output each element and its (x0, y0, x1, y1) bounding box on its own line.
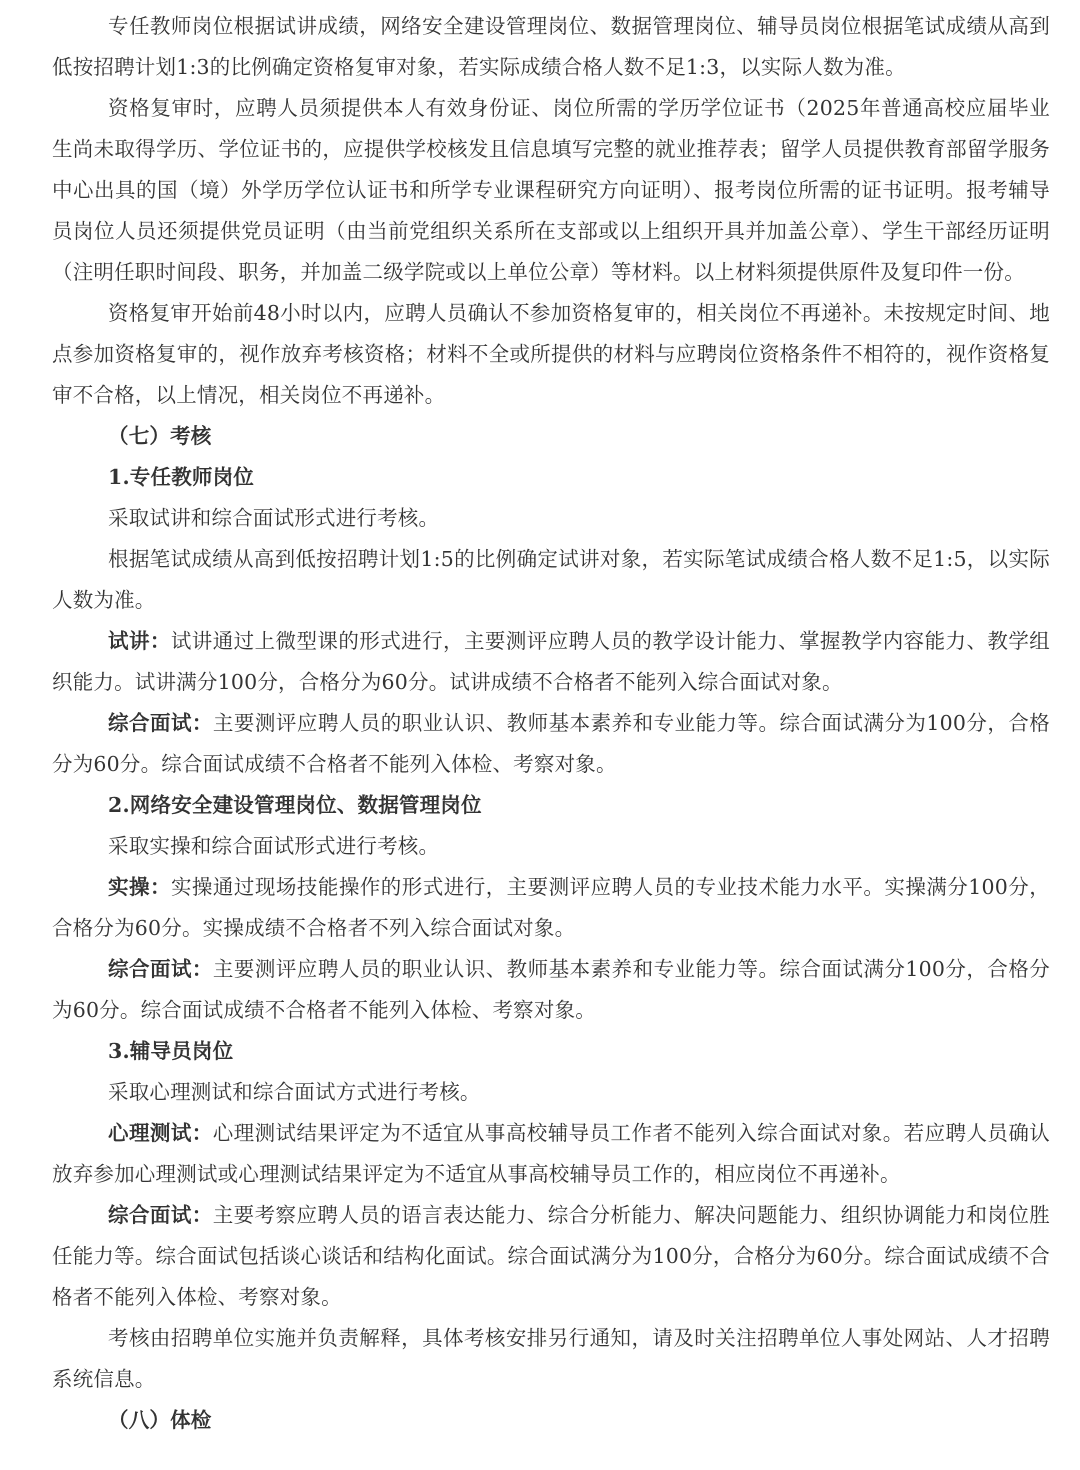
paragraph-review-rules: 资格复审开始前48小时以内，应聘人员确认不参加资格复审的，相关岗位不再递补。未按规定时间、地点参加资格复审的，视作放弃考核资格；材料不全或所提供的材料与应聘岗位资格条件不相符的，视作资格复审不合格，以上情况，相关岗位不再递补。 (52, 301, 1050, 407)
paragraph-counselor-psych (52, 1113, 1050, 1195)
paragraph-assessment-closing: 考核由招聘单位实施并负责解释，具体考核安排另行通知，请及时关注招聘单位人事处网站、人才招聘系统信息。 (52, 1326, 1050, 1391)
paragraph-teacher-intro: 采取试讲和综合面试形式进行考核。 (108, 506, 440, 530)
section-heading-physical-exam: （八）体检 (108, 1408, 212, 1432)
paragraph-network-practice (52, 867, 1050, 949)
label-practice: 实操： (108, 875, 171, 899)
label-trial-lecture: 试讲： (108, 629, 171, 653)
paragraph-network-interview (52, 949, 1050, 1031)
text-network-interview: 主要测评应聘人员的职业认识、教师基本素养和专业能力等。综合面试满分100分，合格分为60分。综合面试成绩不合格者不能列入体检、考察对象。 (52, 957, 1051, 1022)
paragraph-teacher-trial (52, 621, 1050, 703)
text-teacher-interview: 主要测评应聘人员的职业认识、教师基本素养和专业能力等。综合面试满分为100分，合格分为60分。综合面试成绩不合格者不能列入体检、考察对象。 (52, 711, 1051, 776)
paragraph-review-materials: 资格复审时，应聘人员须提供本人有效身份证、岗位所需的学历学位证书（2025年普通高校应届毕业生尚未取得学历、学位证书的，应提供学校核发且信息填写完整的就业推荐表；留学人员提供教育部留学服务中心出具的国（境）外学历学位认证书和所学专业课程研究方向证明）、报考岗位所需的证书证明。报考辅导员岗位人员还须提供党员证明（由当前党组织关系所在支部或以上组织开具并加盖公章）、学生干部经历证明（注明任职时间段、职务，并加盖二级学院或以上单位公章）等材料。以上材料须提供原件及复印件一份。 (52, 96, 1050, 284)
subheading-network-data-post: 2.网络安全建设管理岗位、数据管理岗位 (108, 793, 482, 817)
text-counselor-interview: 主要考察应聘人员的语言表达能力、综合分析能力、解决问题能力、组织协调能力和岗位胜任能力等。综合面试包括谈心谈话和结构化面试。综合面试满分为100分，合格分为60分。综合面试成绩不合格者不能列入体检、考察对象。 (52, 1203, 1051, 1309)
label-counselor-interview: 综合面试： (108, 1203, 213, 1227)
paragraph-teacher-trial-basis: 根据笔试成绩从高到低按招聘计划1:5的比例确定试讲对象，若实际笔试成绩合格人数不足1:5，以实际人数为准。 (52, 547, 1050, 612)
label-teacher-interview: 综合面试： (108, 711, 213, 735)
label-network-interview: 综合面试： (108, 957, 213, 981)
paragraph-review-basis: 专任教师岗位根据试讲成绩，网络安全建设管理岗位、数据管理岗位、辅导员岗位根据笔试成绩从高到低按招聘计划1:3的比例确定资格复审对象，若实际成绩合格人数不足1:3，以实际人数为准。 (52, 14, 1050, 79)
text-trial-lecture: 试讲通过上微型课的形式进行，主要测评应聘人员的教学设计能力、掌握教学内容能力、教学组织能力。试讲满分100分，合格分为60分。试讲成绩不合格者不能列入综合面试对象。 (52, 629, 1050, 694)
subheading-counselor-post: 3.辅导员岗位 (108, 1039, 234, 1063)
paragraph-network-intro: 采取实操和综合面试形式进行考核。 (108, 834, 440, 858)
section-heading-assessment: （七）考核 (108, 424, 212, 448)
text-psych-test: 心理测试结果评定为不适宜从事高校辅导员工作者不能列入综合面试对象。若应聘人员确认放弃参加心理测试或心理测试结果评定为不适宜从事高校辅导员工作的，相应岗位不再递补。 (52, 1121, 1051, 1186)
paragraph-counselor-intro: 采取心理测试和综合面试方式进行考核。 (108, 1080, 481, 1104)
label-psych-test: 心理测试： (108, 1121, 213, 1145)
paragraph-counselor-interview (52, 1195, 1050, 1318)
text-practice: 实操通过现场技能操作的形式进行，主要测评应聘人员的专业技术能力水平。实操满分100分，合格分为60分。实操成绩不合格者不列入综合面试对象。 (52, 875, 1050, 940)
subheading-teacher-post: 1.专任教师岗位 (108, 465, 255, 489)
paragraph-teacher-interview (52, 703, 1050, 785)
